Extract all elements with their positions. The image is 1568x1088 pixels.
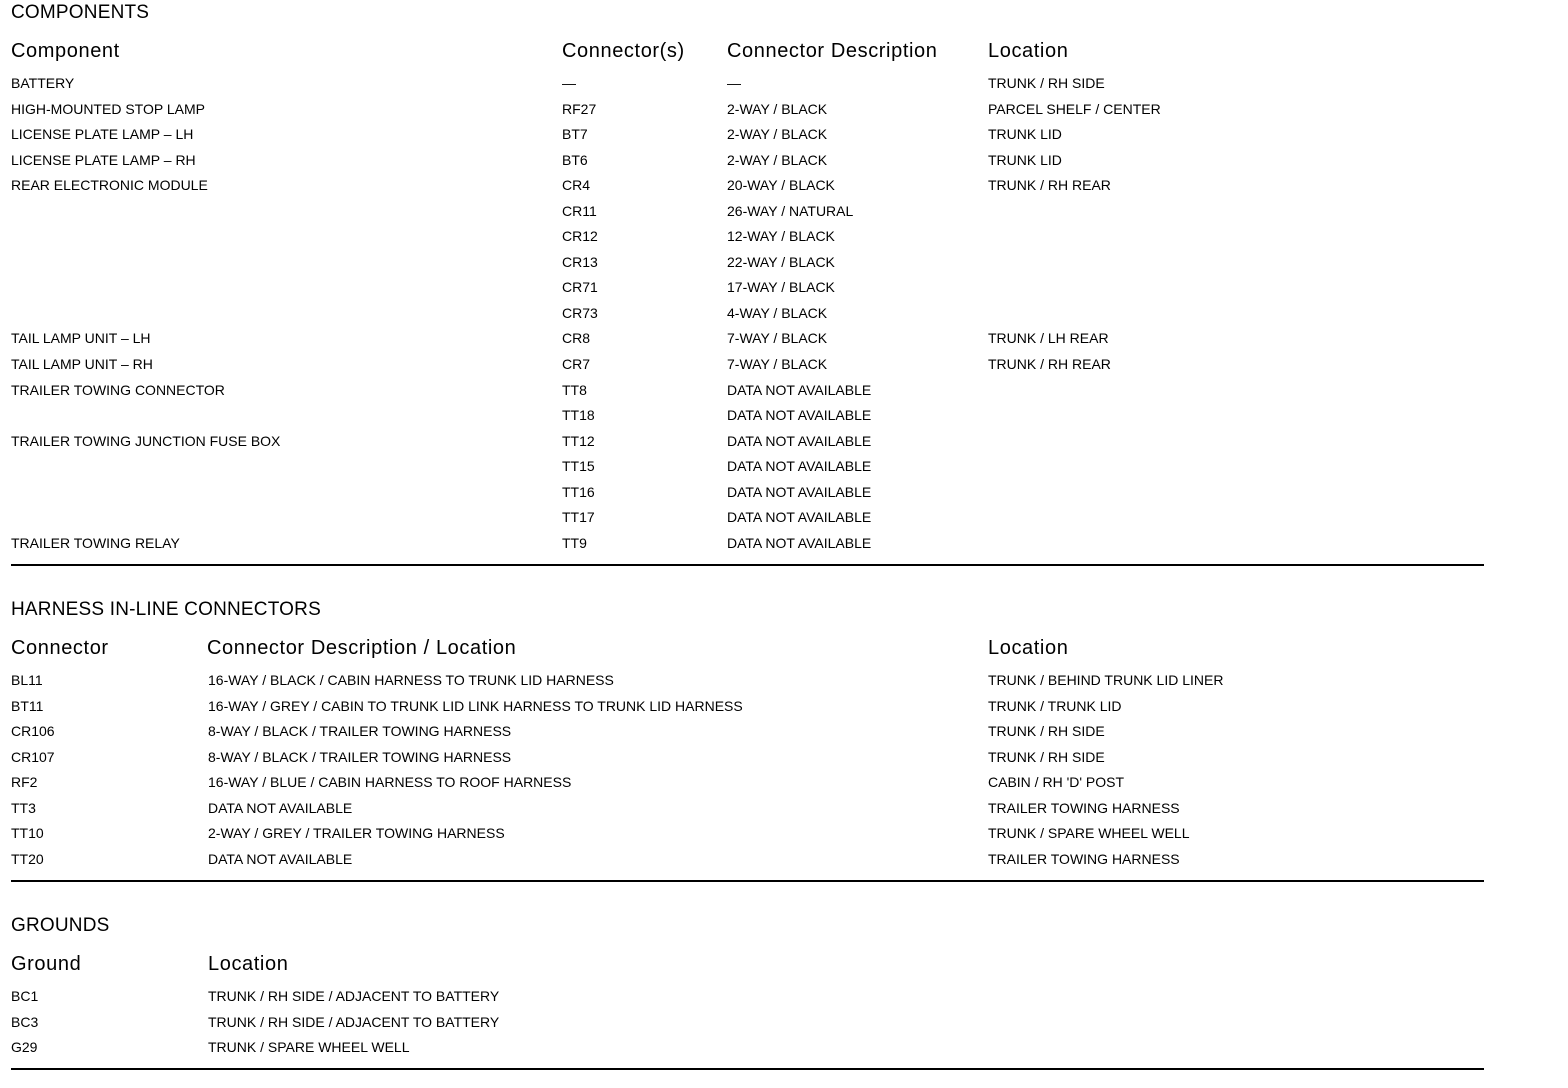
table-row <box>0 406 1490 424</box>
connector-description: 22-WAY / BLACK <box>727 253 835 270</box>
components-title: COMPONENTS <box>11 2 150 23</box>
table-row <box>0 457 1490 475</box>
connector-id: TT9 <box>562 534 587 551</box>
connector-location: TRUNK / BEHIND TRUNK LID LINER <box>988 672 1224 688</box>
table-row <box>0 253 1490 271</box>
component-location: TRUNK / RH REAR <box>988 356 1111 372</box>
table-row <box>0 176 1490 194</box>
connector-id: TT15 <box>562 458 595 474</box>
connector-id: TT16 <box>562 483 595 500</box>
table-row <box>0 508 1490 526</box>
section-divider <box>11 880 1484 882</box>
connector-description: 2-WAY / BLACK <box>727 151 828 168</box>
component-name: TAIL LAMP UNIT – LH <box>11 330 151 346</box>
table-row <box>0 1038 1490 1056</box>
connector-id: CR73 <box>562 304 598 321</box>
component-name: TAIL LAMP UNIT – RH <box>11 356 153 372</box>
connector-id: BT6 <box>562 151 588 168</box>
connector-location: TRAILER TOWING HARNESS <box>988 799 1180 816</box>
connector-id: BT7 <box>562 126 588 142</box>
connector-description: 26-WAY / NATURAL <box>727 202 854 219</box>
connector-description: 7-WAY / BLACK <box>727 356 828 372</box>
component-location: TRUNK LID <box>988 151 1062 168</box>
harness-title: HARNESS IN-LINE CONNECTORS <box>11 599 321 620</box>
connector-description: 4-WAY / BLACK <box>727 304 828 321</box>
header-connectors: Connector(s) <box>562 40 685 62</box>
header-connector-description: Connector Description <box>727 40 938 62</box>
table-row <box>0 824 1490 842</box>
component-name: TRAILER TOWING RELAY <box>11 534 180 551</box>
component-location: TRUNK LID <box>988 126 1062 142</box>
section-divider <box>11 564 1484 566</box>
ground-location: TRUNK / RH SIDE / ADJACENT TO BATTERY <box>208 1013 500 1030</box>
table-row <box>0 671 1490 689</box>
header-location: Location <box>988 637 1069 659</box>
connector-description: 16-WAY / GREY / CABIN TO TRUNK LID LINK HARNESS TO TRUNK LID HARNESS <box>208 697 743 714</box>
connector-id: RF2 <box>11 774 38 790</box>
table-row <box>0 227 1490 245</box>
component-name: REAR ELECTRONIC MODULE <box>11 177 208 193</box>
connector-description: 17-WAY / BLACK <box>727 279 835 295</box>
connector-description: DATA NOT AVAILABLE <box>727 483 872 500</box>
connector-description: 2-WAY / BLACK <box>727 126 828 142</box>
table-row <box>0 850 1490 868</box>
connector-id: TT8 <box>562 381 587 398</box>
ground-id: BC1 <box>11 988 39 1004</box>
connector-description: — <box>727 75 741 91</box>
component-location: PARCEL SHELF / CENTER <box>988 100 1161 117</box>
connector-description: 16-WAY / BLUE / CABIN HARNESS TO ROOF HARNESS <box>208 774 572 790</box>
connector-id: CR8 <box>562 330 591 346</box>
connector-description: DATA NOT AVAILABLE <box>208 850 353 867</box>
connector-id: TT17 <box>562 509 595 525</box>
component-location: TRUNK / LH REAR <box>988 330 1109 346</box>
connector-description: DATA NOT AVAILABLE <box>727 381 872 398</box>
connector-id: RF27 <box>562 100 597 117</box>
connector-id: CR11 <box>562 202 597 219</box>
connector-location: TRUNK / SPARE WHEEL WELL <box>988 825 1190 841</box>
table-row <box>0 1013 1490 1031</box>
header-connector: Connector <box>11 637 109 659</box>
connector-description: 20-WAY / BLACK <box>727 177 835 193</box>
connector-location: TRUNK / RH SIDE <box>988 748 1105 765</box>
component-location: TRUNK / RH SIDE <box>988 75 1105 91</box>
connector-id: CR4 <box>562 177 591 193</box>
ground-id: BC3 <box>11 1013 39 1030</box>
connector-description: DATA NOT AVAILABLE <box>727 509 872 525</box>
header-ground: Ground <box>11 953 82 975</box>
connector-description: 2-WAY / GREY / TRAILER TOWING HARNESS <box>208 825 505 841</box>
connector-description: DATA NOT AVAILABLE <box>727 432 872 449</box>
connector-location: CABIN / RH 'D' POST <box>988 774 1125 790</box>
connector-id: CR13 <box>562 253 598 270</box>
header-component: Component <box>11 40 120 62</box>
component-name: HIGH-MOUNTED STOP LAMP <box>11 100 205 117</box>
connector-description: 16-WAY / BLACK / CABIN HARNESS TO TRUNK LID HARNESS <box>208 672 614 688</box>
connector-id: CR12 <box>562 228 598 244</box>
component-location: TRUNK / RH REAR <box>988 177 1111 193</box>
table-row <box>0 773 1490 791</box>
table-row <box>0 697 1490 715</box>
table-row <box>0 74 1490 92</box>
connector-description: DATA NOT AVAILABLE <box>727 534 872 551</box>
table-row <box>0 100 1490 118</box>
table-row <box>0 483 1490 501</box>
connector-description: 12-WAY / BLACK <box>727 228 835 244</box>
header-connector-description-location: Connector Description / Location <box>207 637 517 659</box>
ground-location: TRUNK / RH SIDE / ADJACENT TO BATTERY <box>208 988 500 1004</box>
table-row <box>0 381 1490 399</box>
connector-description: 8-WAY / BLACK / TRAILER TOWING HARNESS <box>208 723 512 739</box>
connector-location: TRAILER TOWING HARNESS <box>988 850 1180 867</box>
connector-description: 2-WAY / BLACK <box>727 100 828 117</box>
connector-description: 8-WAY / BLACK / TRAILER TOWING HARNESS <box>208 748 512 765</box>
connector-description: DATA NOT AVAILABLE <box>208 799 353 816</box>
table-row <box>0 432 1490 450</box>
connector-id: CR107 <box>11 748 55 765</box>
connector-id: CR71 <box>562 279 598 295</box>
connector-location: TRUNK / RH SIDE <box>988 723 1105 739</box>
connector-id: TT20 <box>11 850 44 867</box>
connector-id: BL11 <box>11 672 43 688</box>
table-row <box>0 987 1490 1005</box>
connector-id: TT10 <box>11 825 44 841</box>
component-name: BATTERY <box>11 75 75 91</box>
component-name: TRAILER TOWING CONNECTOR <box>11 381 225 398</box>
table-row <box>0 722 1490 740</box>
table-row <box>0 799 1490 817</box>
connector-description: DATA NOT AVAILABLE <box>727 458 872 474</box>
connector-id: BT11 <box>11 697 44 714</box>
table-row <box>0 125 1490 143</box>
grounds-title: GROUNDS <box>11 915 110 936</box>
ground-location: TRUNK / SPARE WHEEL WELL <box>208 1039 410 1055</box>
connector-id: TT3 <box>11 799 36 816</box>
table-row <box>0 304 1490 322</box>
table-row <box>0 748 1490 766</box>
component-name: LICENSE PLATE LAMP – LH <box>11 126 194 142</box>
header-location: Location <box>988 40 1069 62</box>
connector-id: — <box>562 75 576 91</box>
ground-id: G29 <box>11 1039 38 1055</box>
table-row <box>0 151 1490 169</box>
table-row <box>0 278 1490 296</box>
component-name: TRAILER TOWING JUNCTION FUSE BOX <box>11 432 281 449</box>
table-row <box>0 329 1490 347</box>
table-row <box>0 202 1490 220</box>
section-divider <box>11 1068 1484 1070</box>
header-location: Location <box>208 953 289 975</box>
component-name: LICENSE PLATE LAMP – RH <box>11 151 196 168</box>
connector-id: TT18 <box>562 407 595 423</box>
connector-id: CR7 <box>562 356 591 372</box>
connector-location: TRUNK / TRUNK LID <box>988 697 1122 714</box>
connector-id: CR106 <box>11 723 55 739</box>
connector-description: DATA NOT AVAILABLE <box>727 407 872 423</box>
connector-description: 7-WAY / BLACK <box>727 330 828 346</box>
table-row <box>0 534 1490 552</box>
connector-id: TT12 <box>562 432 595 449</box>
table-row <box>0 355 1490 373</box>
